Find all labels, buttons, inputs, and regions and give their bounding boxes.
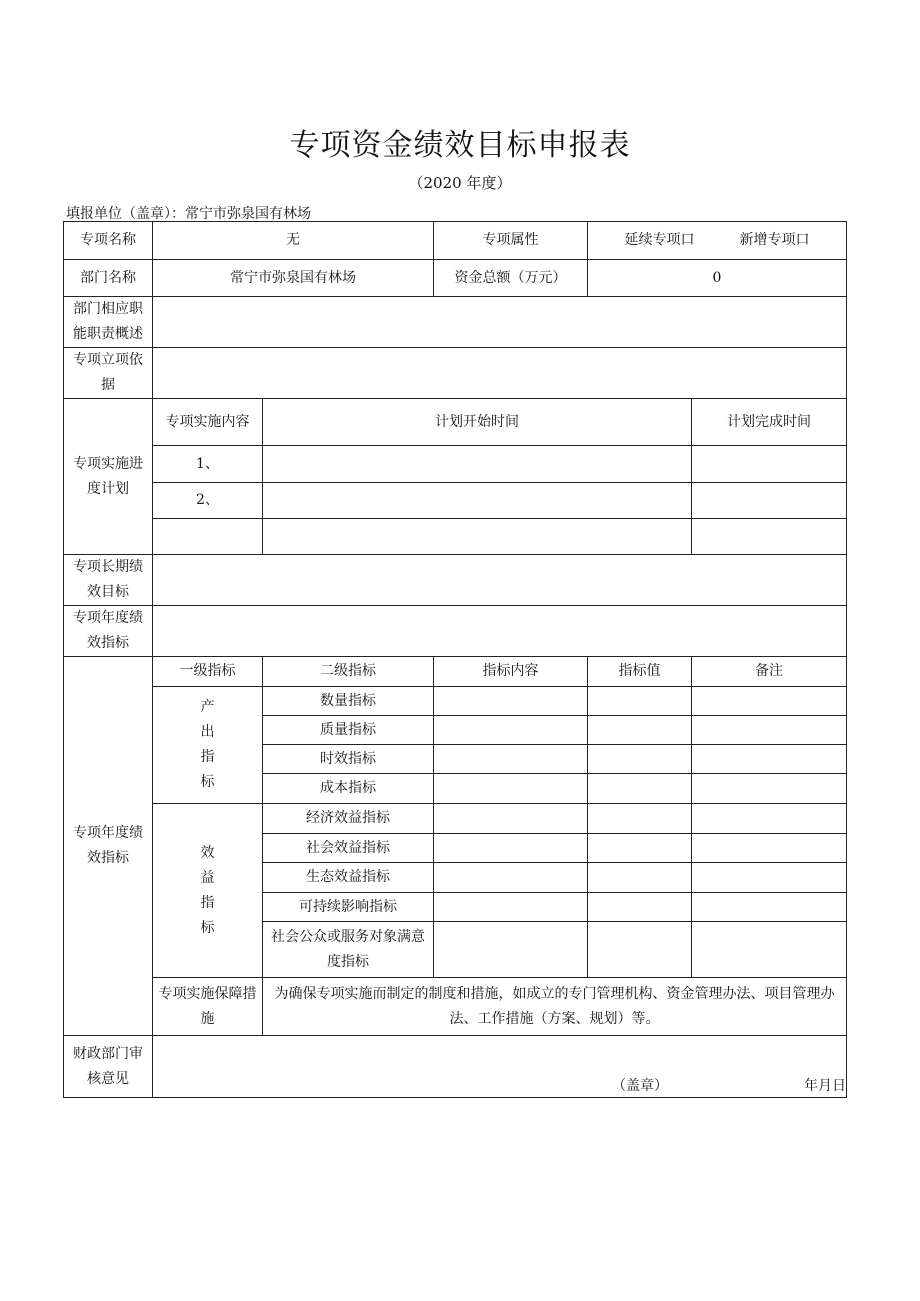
- schedule-cell-content[interactable]: 2、: [153, 483, 263, 519]
- indicator-level2: 质量指标: [263, 716, 434, 745]
- indicator-header-value: 指标值: [588, 657, 692, 687]
- option-continued[interactable]: 延续专项口: [624, 232, 695, 248]
- department-value: 常宁市弥泉国有林场: [153, 260, 434, 297]
- indicator-header-level2: 二级指标: [263, 657, 434, 687]
- schedule-cell-end[interactable]: [692, 483, 847, 519]
- long-term-goal-label: 专项长期绩效目标: [64, 555, 153, 606]
- benefit-indicator-char: 益: [200, 869, 215, 886]
- indicator-remark-cell[interactable]: [692, 804, 847, 834]
- date-label: 年月日: [804, 1077, 846, 1094]
- indicator-header-row: [64, 657, 847, 687]
- row-guarantee: [64, 978, 847, 1036]
- indicator-value-cell[interactable]: [588, 863, 692, 893]
- project-name-value: 无: [153, 222, 434, 260]
- indicator-content-cell[interactable]: [434, 804, 588, 834]
- indicator-remark-cell[interactable]: [692, 863, 847, 893]
- row-basis: [64, 348, 847, 399]
- indicator-value-cell[interactable]: [588, 893, 692, 922]
- row-long-term-goal: [64, 555, 847, 606]
- indicator-level2: 社会效益指标: [263, 834, 434, 863]
- indicator-value-cell[interactable]: [588, 774, 692, 804]
- schedule-cell-end[interactable]: [692, 519, 847, 555]
- indicator-remark-cell[interactable]: [692, 716, 847, 745]
- seal-label: （盖章）: [612, 1077, 668, 1094]
- indicator-remark-cell[interactable]: [692, 687, 847, 716]
- project-attr-options: [588, 222, 847, 260]
- indicator-value-cell[interactable]: [588, 922, 692, 978]
- indicator-content-cell[interactable]: [434, 893, 588, 922]
- indicator-value-cell[interactable]: [588, 687, 692, 716]
- schedule-cell-start[interactable]: [263, 446, 692, 483]
- indicator-remark-cell[interactable]: [692, 834, 847, 863]
- basis-value[interactable]: [153, 348, 847, 399]
- output-indicator-char: 指: [200, 749, 215, 765]
- indicator-value-cell[interactable]: [588, 834, 692, 863]
- output-indicator-label: [153, 687, 263, 804]
- row-project-name: [64, 222, 847, 260]
- project-name-label: 专项名称: [64, 222, 153, 260]
- indicator-content-cell[interactable]: [434, 774, 588, 804]
- duties-label: 部门相应职能职责概述: [64, 297, 153, 348]
- schedule-cell-end[interactable]: [692, 446, 847, 483]
- indicator-content-cell[interactable]: [434, 922, 588, 978]
- row-finance-review: [64, 1036, 847, 1098]
- schedule-label: 专项实施进度计划: [64, 399, 153, 555]
- long-term-goal-value[interactable]: [153, 555, 847, 606]
- reporting-unit: 填报单位（盖章）：常宁市弥泉国有林场: [66, 206, 311, 222]
- annual-indicator-value[interactable]: [153, 606, 847, 657]
- output-indicator-char: 标: [200, 774, 215, 790]
- guarantee-text: 为确保专项实施而制定的制度和措施，如成立的专门管理机构、资金管理办法、项目管理办法、工作措施（方案、规划）等。: [263, 978, 847, 1036]
- basis-label: 专项立项依据: [64, 348, 153, 399]
- indicator-level2: 数量指标: [263, 687, 434, 716]
- fund-total-label: 资金总额（万元）: [434, 260, 588, 297]
- indicator-row: [64, 804, 847, 834]
- indicator-value-cell[interactable]: [588, 804, 692, 834]
- duties-value[interactable]: [153, 297, 847, 348]
- indicator-remark-cell[interactable]: [692, 745, 847, 774]
- indicator-value-cell[interactable]: [588, 745, 692, 774]
- finance-review-label: 财政部门审核意见: [64, 1036, 153, 1098]
- indicator-header-level1: 一级指标: [153, 657, 263, 687]
- year-subtitle: （2020 年度）: [408, 174, 512, 192]
- row-annual-indicator: [64, 606, 847, 657]
- schedule-cell-content[interactable]: [153, 519, 263, 555]
- indicator-level2: 社会公众或服务对象满意度指标: [263, 922, 434, 978]
- finance-review-cell[interactable]: [153, 1036, 847, 1098]
- indicator-remark-cell[interactable]: [692, 922, 847, 978]
- indicator-content-cell[interactable]: [434, 863, 588, 893]
- schedule-header-row: [64, 399, 847, 446]
- schedule-header-start: 计划开始时间: [263, 399, 692, 446]
- guarantee-label: 专项实施保障措施: [153, 978, 263, 1036]
- indicator-level2: 生态效益指标: [263, 863, 434, 893]
- indicator-content-cell[interactable]: [434, 834, 588, 863]
- page-title: 专项资金绩效目标申报表: [289, 128, 631, 163]
- project-attr-label: 专项属性: [434, 222, 588, 260]
- option-new[interactable]: 新增专项口: [739, 232, 810, 248]
- schedule-header-end: 计划完成时间: [692, 399, 847, 446]
- benefit-indicator-char: 标: [200, 919, 215, 936]
- schedule-row: [64, 483, 847, 519]
- benefit-indicator-label: [153, 804, 263, 978]
- indicator-level2: 时效指标: [263, 745, 434, 774]
- output-indicator-char: 产: [200, 699, 215, 715]
- indicator-header-content: 指标内容: [434, 657, 588, 687]
- output-indicator-char: 出: [200, 724, 215, 740]
- department-label: 部门名称: [64, 260, 153, 297]
- indicator-row: [64, 687, 847, 716]
- schedule-row: [64, 519, 847, 555]
- annual-indicator-label: 专项年度绩效指标: [64, 606, 153, 657]
- indicator-level2: 成本指标: [263, 774, 434, 804]
- benefit-indicator-char: 指: [200, 894, 215, 911]
- schedule-row: [64, 446, 847, 483]
- indicator-content-cell[interactable]: [434, 716, 588, 745]
- indicator-header-remark: 备注: [692, 657, 847, 687]
- indicator-level2: 经济效益指标: [263, 804, 434, 834]
- schedule-header-content: 专项实施内容: [153, 399, 263, 446]
- benefit-indicator-char: 效: [200, 844, 215, 861]
- indicator-remark-cell[interactable]: [692, 893, 847, 922]
- indicator-level2: 可持续影响指标: [263, 893, 434, 922]
- schedule-cell-start[interactable]: [263, 519, 692, 555]
- indicator-content-cell[interactable]: [434, 745, 588, 774]
- indicator-remark-cell[interactable]: [692, 774, 847, 804]
- schedule-cell-content[interactable]: 1、: [153, 446, 263, 483]
- row-department: [64, 260, 847, 297]
- indicator-value-cell[interactable]: [588, 716, 692, 745]
- schedule-cell-start[interactable]: [263, 483, 692, 519]
- indicator-content-cell[interactable]: [434, 687, 588, 716]
- indicator-section-label: 专项年度绩效指标: [64, 657, 153, 1036]
- fund-total-value: 0: [588, 260, 847, 297]
- application-form-table: [63, 221, 847, 1098]
- row-duties: [64, 297, 847, 348]
